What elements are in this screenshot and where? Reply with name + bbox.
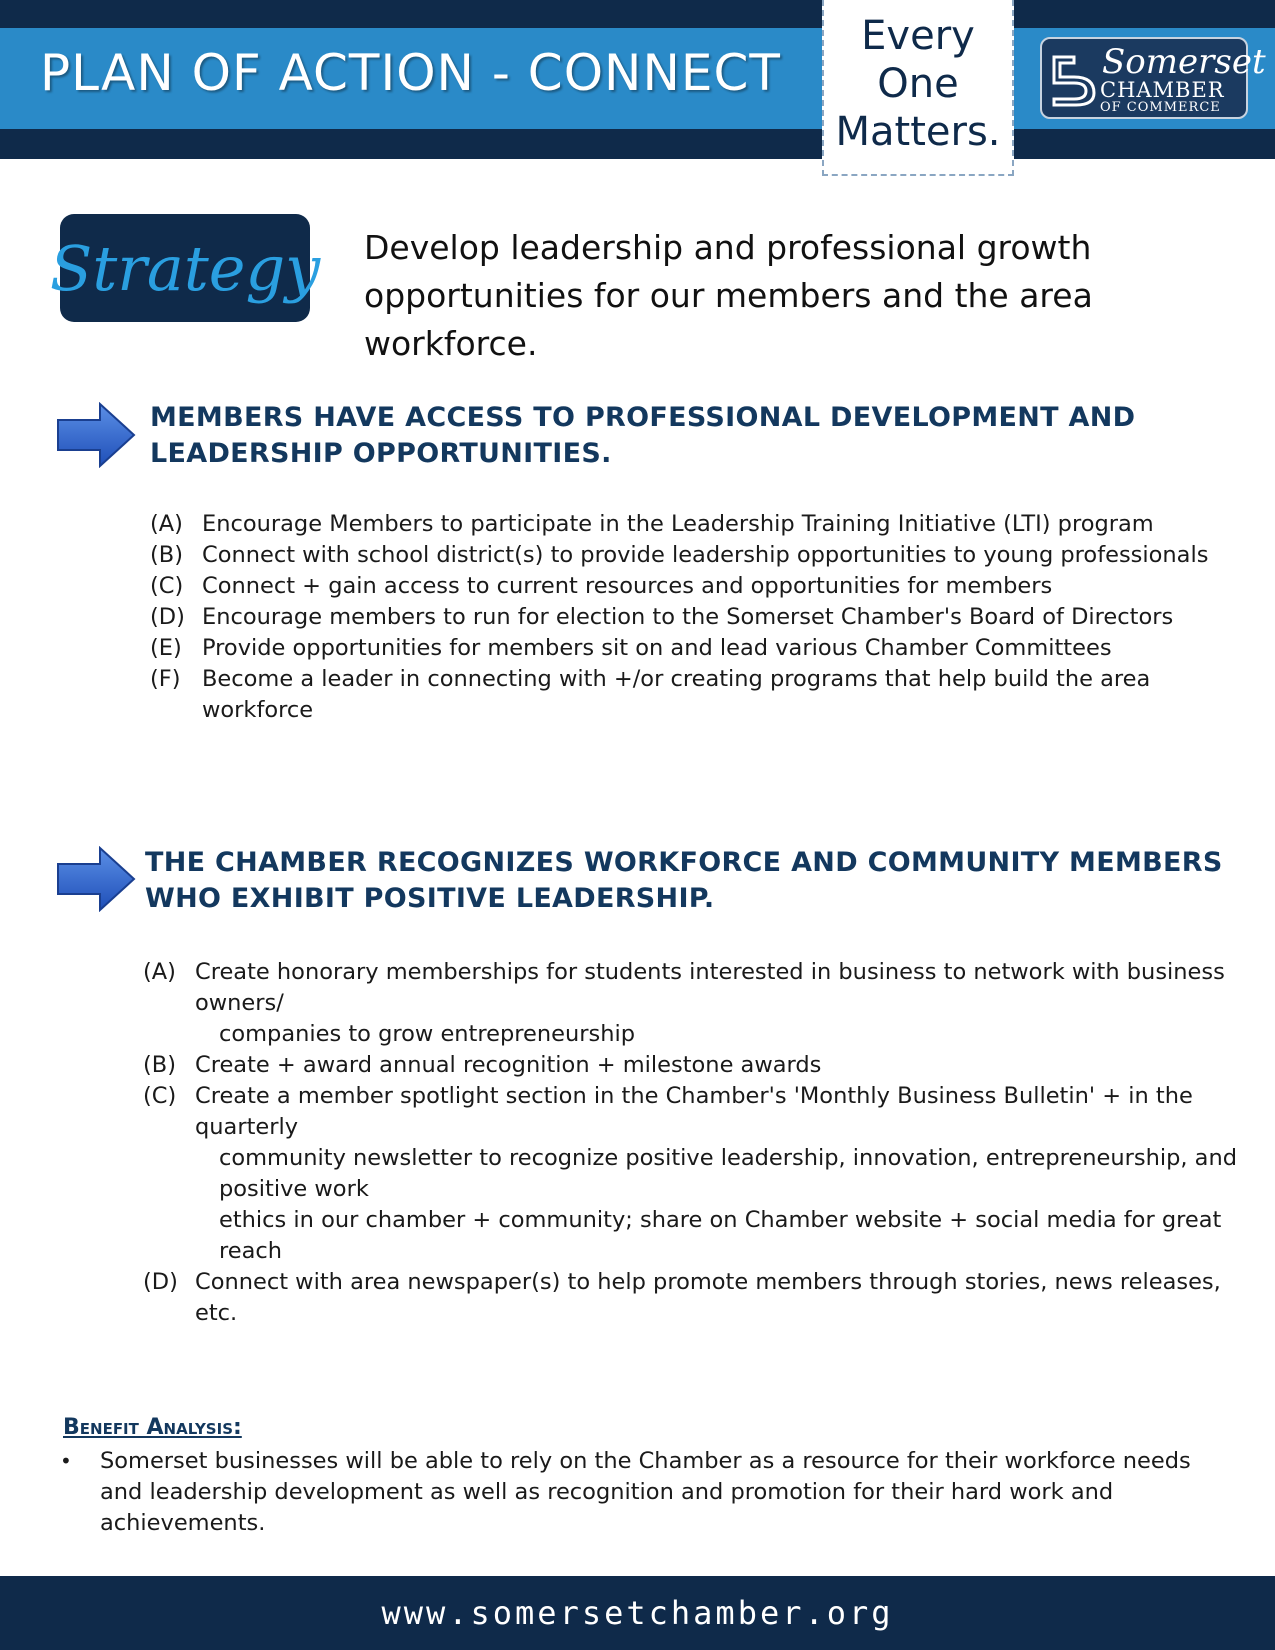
item-text-continued: companies to grow entrepreneurship	[219, 1021, 635, 1047]
page-title: PLAN OF ACTION - CONNECT	[40, 44, 781, 102]
list-item	[150, 602, 1240, 633]
somerset-chamber-logo	[1040, 37, 1266, 119]
item-text-wrap	[195, 957, 1253, 1050]
item-label: (B)	[143, 1052, 176, 1078]
item-text-continued: ethics in our chamber + community; share on Chamber website + social media for great reach	[219, 1207, 1222, 1264]
item-text-wrap	[195, 1081, 1253, 1267]
list-item	[143, 957, 1253, 1050]
section-2-list	[143, 957, 1253, 1329]
list-item	[143, 1267, 1253, 1329]
footer-bar	[0, 1576, 1275, 1650]
slogan-line-3: Matters.	[835, 109, 1001, 155]
header-top-bar	[0, 0, 1275, 28]
item-text: Create a member spotlight section in the Chamber's 'Monthly Business Bulletin' + in the quarterly	[195, 1083, 1193, 1140]
item-text: Encourage members to run for election to the Somerset Chamber's Board of Directors	[202, 604, 1174, 630]
item-text: Provide opportunities for members sit on and lead various Chamber Committees	[202, 635, 1112, 661]
item-text: Create honorary memberships for students interested in business to network with business owners/	[195, 959, 1225, 1016]
item-text: Create + award annual recognition + milestone awards	[195, 1052, 822, 1078]
benefit-bullet-item	[60, 1446, 1210, 1539]
strategy-text: Develop leadership and professional growth opportunities for our members and the area workforce.	[364, 228, 1093, 363]
arrow-right-icon	[56, 402, 136, 468]
item-label: (F)	[150, 666, 181, 692]
list-item	[143, 1050, 1253, 1081]
item-text: Connect with area newspaper(s) to help promote members through stories, news releases, etc.	[195, 1269, 1221, 1326]
item-label: (D)	[150, 604, 185, 630]
slogan-box	[822, 0, 1014, 176]
strategy-badge	[49, 214, 321, 322]
logo-of-commerce: OF COMMERCE	[1100, 100, 1221, 115]
item-label: (C)	[150, 573, 184, 599]
item-text-continued: community newsletter to recognize positive leadership, innovation, entrepreneurship, and positive work	[219, 1145, 1238, 1202]
item-label: (C)	[143, 1083, 177, 1109]
list-item	[143, 1081, 1253, 1267]
item-label: (D)	[143, 1269, 178, 1295]
item-label: (A)	[143, 959, 176, 985]
list-item	[150, 571, 1240, 602]
header-bottom-bar	[0, 129, 1275, 159]
benefit-text: Somerset businesses will be able to rely on the Chamber as a resource for their workforce needs and leadership development as well as recognition and promotion for their hard work and achievements.	[100, 1448, 1191, 1536]
logo-s-icon	[1050, 53, 1102, 109]
list-item	[150, 509, 1240, 540]
strategy-badge-label: Strategy	[49, 231, 321, 305]
item-text: Connect with school district(s) to provide leadership opportunities to young professionals	[202, 542, 1209, 568]
footer-url-link[interactable]: www.somersetchamber.org	[381, 1594, 894, 1632]
item-text: Connect + gain access to current resources and opportunities for members	[202, 573, 1053, 599]
section-1-list	[150, 509, 1240, 726]
item-text: Encourage Members to participate in the Leadership Training Initiative (LTI) program	[202, 511, 1154, 537]
logo-name: Somerset	[1102, 42, 1266, 82]
section-2-heading: THE CHAMBER RECOGNIZES WORKFORCE AND COMMUNITY MEMBERS WHO EXHIBIT POSITIVE LEADERSHIP.	[145, 847, 1223, 914]
item-label: (B)	[150, 542, 183, 568]
list-item	[150, 664, 1240, 726]
logo-chamber: CHAMBER	[1100, 78, 1225, 102]
list-item	[150, 633, 1240, 664]
slogan-line-1: Every	[861, 13, 975, 59]
arrow-right-icon	[56, 846, 136, 912]
benefit-analysis-title: Benefit Analysis:	[63, 1415, 242, 1440]
bullet-icon: •	[60, 1449, 72, 1473]
list-item	[150, 540, 1240, 571]
item-label: (A)	[150, 511, 183, 537]
section-1-heading: MEMBERS HAVE ACCESS TO PROFESSIONAL DEVELOPMENT AND LEADERSHIP OPPORTUNITIES.	[150, 402, 1136, 469]
slogan-line-2: One	[877, 61, 959, 107]
item-text: Become a leader in connecting with +/or creating programs that help build the area workforce	[202, 666, 1151, 723]
item-label: (E)	[150, 635, 182, 661]
